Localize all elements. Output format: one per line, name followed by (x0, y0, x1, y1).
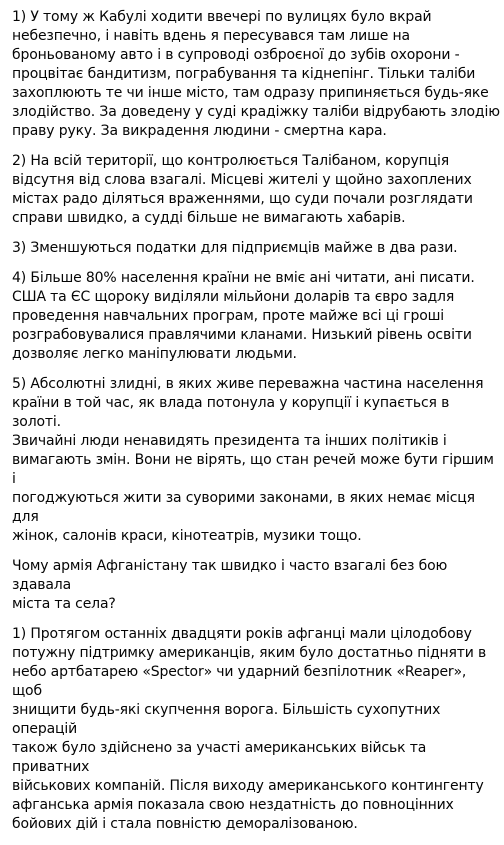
post-paragraph-4: 4) Більше 80% населення країни не вміє ані читати, ані писати. США та ЄС щороку виділяли мільйони доларів та євро задля проведення навчальних програм, проте майже всі ці гроші розграбовувалися правлячими кланами. Низький рівень освіти дозволяє легко маніпулювати людьми. (12, 270, 475, 362)
post-question: Чому армія Афганістану так швидко і часто взагалі без бою здавала міста та села? (12, 558, 448, 612)
post-answer-1: 1) Протягом останніх двадцяти років афганці мали цілодобову потужну підтримку американців, яким було достатньо підняти в небо артбатарею «Spector» чи ударний безпілотник «Reaper», щоб знищити будь-які скупчення ворога. Більшість сухопутних операцій також було здійснено за участі американських військ та приватних військових компаній. Після виходу американського контингенту афганська армія показала свою нездатність до повноцінних бойових дій і стала повністю деморалізованою. (12, 626, 487, 832)
post-paragraph-1: 1) У тому ж Кабулі ходити ввечері по вулицях було вкрай небезпечно, і навіть вдень я пересувався там лише на броньованому авто і в супроводі озброєної до зубів охорони - процвітає бандитизм, пограбування та кіднепінг. Тільки таліби захоплюють те чи інше місто, там одразу припиняється будь-яке злодійство. За доведену у суді крадіжку таліби відрубають злодію праву руку. За викрадення людини - смертна кара. (12, 9, 500, 139)
post-paragraph-3: 3) Зменшуються податки для підприємців майже в два рази. (12, 240, 458, 256)
post-paragraph-2: 2) На всій території, що контролюється Талібаном, корупція відсутня від слова взагалі. Місцеві жителі у щойно захоплених містах радо діляться враженнями, що суди почали розглядати справи швидко, а судді більше не вимагають хабарів. (12, 153, 473, 226)
post-paragraph-5: 5) Абсолютні злидні, в яких живе переважна частина населення країни в той час, як влада потонула у корупції і купається в золоті. Звичайні люди ненавидять президента та інших політиків і вимагають змін. Вони не вірять, що стан речей може бути гіршим і погоджуються жити за суворими законами, в яких немає місця для жінок, салонів краси, кінотеатрів, музики тощо. (12, 376, 494, 544)
post-text (12, 8, 500, 845)
